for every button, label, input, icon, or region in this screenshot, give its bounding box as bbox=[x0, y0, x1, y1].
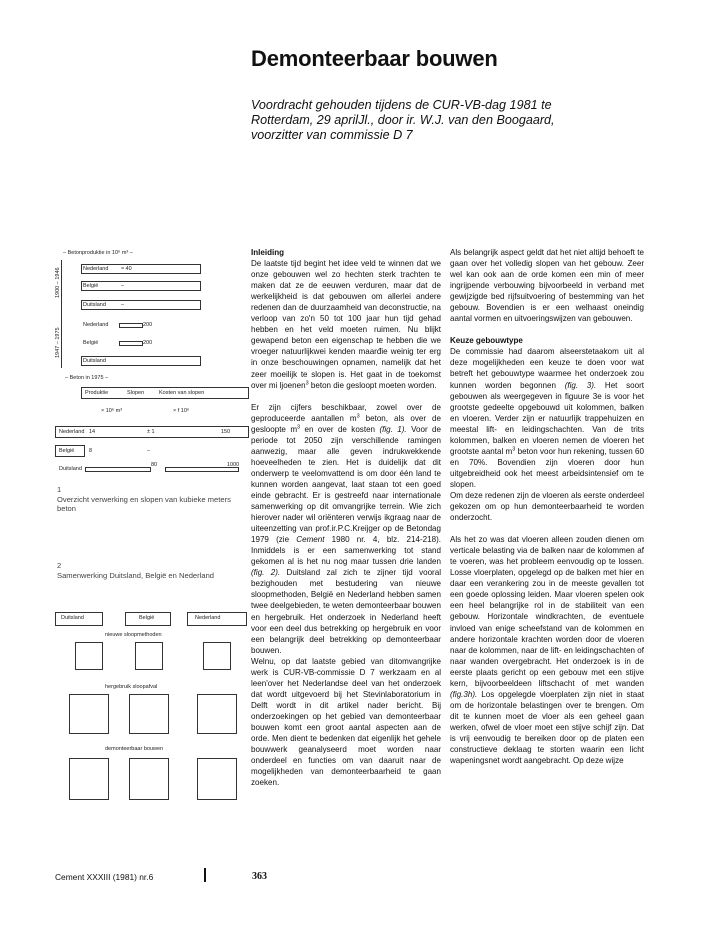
figure-ref: (fig. 2). bbox=[251, 568, 281, 578]
fig1-row-box bbox=[81, 300, 201, 310]
article-subtitle: Voordracht gehouden tijdens de CUR-VB-dag 1981 te Rotterdam, 29 aprilJl., door ir. W.J. van den Boogaard, voorzitter van commissie D 7 bbox=[251, 98, 555, 142]
fig1-country: Duitsland bbox=[59, 466, 82, 472]
text: Het soort gebouwen als weergegeven in figuure 3e is voor het grootste gedeelte opgebouwd uit kolommen, balken en vloeren. Verder zijn er natuurlijk trappehuizen en meestal lift- en leidingschachten. Van de trits kolommen, balken en vloeren nemen de vloeren het grootste aantal m bbox=[450, 380, 644, 456]
fig1-row-value: – bbox=[121, 283, 125, 289]
fig1-row-country: België bbox=[83, 340, 99, 346]
paragraph bbox=[251, 402, 441, 656]
fig2-label: demonteerbaar bouwen bbox=[105, 746, 164, 752]
paragraph: Welnu, op dat laatste gebied van ditomvangrijke werk is CUR-VB-commissie D 7 werkzaam en al leen'over het Nederlandse deel van het onderzoek dat wordt uitgevoerd bij het Stevinlaboratorium in Delft wordt in dit artikel nader bericht. Bij onderzoekingen op het gebied van demonteerbaar bouwen komt een groot aantal aspecten aan de orde. Men dient te bedenken dat eigenlijk het gehele bouwwerk geanalyseerd moet worden naar onderdeel en functies om van daaruit naar de mogelijkheden van demonteerbaarheid te gaan zoeken. bbox=[251, 656, 441, 788]
figure-ref: (fig. 3). bbox=[564, 380, 597, 390]
fig1-row-box bbox=[55, 445, 85, 457]
fig1-row-country: Nederland bbox=[83, 266, 109, 272]
fig2-diagram bbox=[69, 694, 109, 734]
page-number: 363 bbox=[252, 871, 267, 882]
fig1-row-value: – bbox=[121, 302, 125, 308]
fig2-caption: Samenwerking Duitsland, België en Nederland bbox=[57, 571, 215, 580]
fig2-diagram bbox=[135, 642, 163, 670]
text: Duitsland zal zich te zijner tijd vooral bezighouden met bestudering van nieuwe sloopmethoden, België en Nederland hebben samen twee deelgebieden, te weten demonteerbaar bouwen en hergebruik. Het onderzoek in Nederland heeft voor een deel dus betrekking op hergebruik en voor een belangrijk deel betrekking op demonteerbaar bouwen. bbox=[251, 568, 441, 655]
fig1-produktie: 14 bbox=[89, 429, 96, 435]
fig1-axis bbox=[61, 260, 62, 368]
fig1-produktie: 8 bbox=[89, 448, 93, 454]
fig2-number: 2 bbox=[57, 561, 62, 570]
text: Als het zo was dat vloeren alleen zouden dienen om verticale belasting via de balken naar de kolommen af te voeren, was het probleem eenvoudig op te lossen. Losse vloerplaten, opgelegd op de balken met hier en daar een verankering zou in de meeste gevallen tot een goede oplossing leiden. Maar vloeren spelen ook een heel belangrijke rol in de stabiliteit van een gebouw. Horizontale windkrachten, de eventuele invloed van enige scheefstand van de kolommen en andere horizontale krachten worden door de vloeren naar de kolommen, naar de lift- en leidingschachten of naar wanden overgebracht. Het onderzoek is in de eerste plaats gericht op een gebouw met een stijve kern, bijvoorbeeldeen liftschacht of met wanden bbox=[450, 535, 644, 688]
text: beton voor hun rekening, tussen 60 en 70%. Bovendien zijn vloeren door hun uitgebreidheid ook het meest arbeidsintensief om te slopen. bbox=[450, 446, 644, 489]
footer-divider bbox=[204, 868, 206, 882]
fig2-diagram bbox=[129, 694, 169, 734]
fig1-col-header: Produktie bbox=[85, 390, 109, 396]
figure-ref: (fig.3h). bbox=[450, 689, 478, 699]
fig1-row-country: Nederland bbox=[83, 322, 109, 328]
fig1-number: 1 bbox=[57, 485, 62, 494]
fig1-bar bbox=[85, 467, 151, 472]
fig1-country: Nederland bbox=[59, 429, 85, 435]
fig1-kosten: 150 bbox=[221, 429, 231, 435]
fig2-diagram bbox=[129, 758, 169, 800]
text: Los opgelegde vloerplaten zijn niet in staat om de horizontale belastingen over te brengen. Om dit te kunnen moet de vloer als een geheel gaan werken, ofwel de vloer moet een stijve schijf zijn. Dat is vrij eenvoudig te bereiken door op de platen een constructieve deklaag te storten waarin een licht wapeningsnet wordt aangebracht. Op deze wijze bbox=[450, 689, 644, 766]
text: en over de kosten bbox=[300, 424, 380, 434]
section-heading: Inleiding bbox=[251, 248, 285, 257]
text-column-a bbox=[251, 247, 441, 788]
section-heading: Keuze gebouwtype bbox=[450, 336, 523, 346]
fig1-header: – Betonproduktie in 10⁶ m³ – bbox=[63, 250, 133, 256]
fig2-diagram bbox=[197, 694, 237, 734]
fig1-row-box bbox=[81, 281, 201, 291]
fig1-row-box bbox=[55, 426, 249, 438]
text: De commissie had daarom alseerstetaakom uit al deze mogelijkheden een keuze te doen voor wat betreft het gebouwtype waarmee het onderzoek zou kunnen worden begonnen bbox=[450, 347, 644, 390]
article-title: Demonteerbaar bouwen bbox=[251, 46, 498, 71]
fig1-row-country: Duitsland bbox=[83, 302, 106, 308]
text: Voor de periode tot 2050 zijn verschillende ramingen aanwezig, maar alle geven indrukwekkende hoeveelheden te zien. Het is duidelijk dat dit onderwerp te veelomvattend is om door één land te kunnen worden aangevat, laat staan tot een goed einde gebracht. Er is gestreefd naar internationale samenwerking op dit omvangrijke terrein. Wie zich hierover nader wil oriënteren verwijs ikgraag naar de uiteenzetting van prof.ir.P.C.Kreijger op de Betondag 1979 (zie bbox=[251, 424, 442, 545]
fig1-row-country: België bbox=[83, 283, 99, 289]
superscript: 3 bbox=[305, 379, 309, 386]
fig1-unit: × 10⁶ m³ bbox=[101, 408, 123, 414]
fig2-diagram bbox=[75, 642, 103, 670]
fig1-produktie: 80 bbox=[151, 462, 158, 468]
text: 1980 nr. 4, blz. 214-218). Inmiddels is er een samenwerking tot stand gekomen al is het nu nog maar tussen drie landen bbox=[251, 535, 441, 567]
fig1-period2: 1947 – 1975 bbox=[55, 327, 61, 358]
fig2-label: nieuwe sloopmethoden bbox=[105, 632, 162, 638]
fig1-country: België bbox=[59, 448, 75, 454]
fig2-label: hergebruik sloopafval bbox=[105, 684, 158, 690]
fig2-country: Nederland bbox=[195, 615, 221, 621]
fig1-col-header-box bbox=[81, 387, 249, 399]
fig1-row-value: 200 bbox=[143, 322, 153, 328]
fig1-col-header: Slopen bbox=[127, 390, 145, 396]
fig1-slopen-header: – Beton in 1975 – bbox=[65, 375, 109, 381]
journal-footer: Cement XXXIII (1981) nr.6 bbox=[55, 872, 154, 882]
paragraph: Om deze redenen zijn de vloeren als eerste onderdeel gekozen om op hun demonteerbaarheid te worden onderzocht. bbox=[450, 490, 644, 523]
fig1-slopen: ± 1 bbox=[147, 429, 155, 435]
fig1-row-box bbox=[81, 264, 201, 274]
fig2-country: België bbox=[139, 615, 155, 621]
superscript: 3 bbox=[356, 412, 360, 419]
fig1-unit: × f 10⁶ bbox=[173, 408, 190, 414]
fig1-kosten: 1000 bbox=[227, 462, 240, 468]
paragraph bbox=[450, 534, 644, 766]
text: beton, als over de gesloopte m bbox=[251, 413, 441, 434]
paragraph bbox=[450, 346, 644, 490]
fig1-row-value: 200 bbox=[143, 340, 153, 346]
fig2-diagram bbox=[203, 642, 231, 670]
figure-ref: (fig. 1). bbox=[379, 424, 407, 434]
fig1-bar bbox=[119, 323, 143, 328]
superscript: 3 bbox=[512, 446, 516, 453]
fig1-bar bbox=[119, 341, 143, 346]
fig2-diagram bbox=[197, 758, 237, 800]
fig2-diagram bbox=[69, 758, 109, 800]
fig1-row-country: Duitsland bbox=[83, 358, 106, 364]
fig1-row-value: ≈ 40 bbox=[121, 266, 132, 272]
text: beton die gesloopt moeten worden. bbox=[308, 380, 437, 390]
paragraph: Als belangrijk aspect geldt dat het niet altijd behoeft te gaan over het volledig slopen van het gebouw. Zeer wel kan ook aan de orde komen een min of meer ingrijpende verbouwing bijvoorbeeld in verband met gewijzigde bed rijfsuitvoering of bestemming van het gebouw. Bovendien is er een welhaast oneindig aantal vormen en uitvoeringswijzen van gebouwen. bbox=[450, 248, 644, 324]
superscript: 3 bbox=[297, 424, 301, 431]
text-column-b bbox=[450, 247, 644, 766]
fig1-col-header: Kosten van slopen bbox=[159, 390, 205, 396]
fig2-country: Duitsland bbox=[61, 615, 84, 621]
figures-column bbox=[55, 250, 248, 840]
fig1-row-box bbox=[81, 356, 201, 366]
paragraph bbox=[251, 258, 441, 391]
text: Er zijn cijfers beschikbaar, zowel over de geproduceerde aantallen m bbox=[251, 402, 441, 423]
fig1-slopen: – bbox=[147, 448, 151, 454]
text: De laatste tijd begint het idee veld te winnen dat we onze gebouwen wel zo hechten sterk trachten te maken dat ze de eeuwen verduren, maar dat de werkelijkheid is dat gebouwen om allerlei andere redenen dan de duurzaamheid van deconstructie, na verloop van zo'n 50 tot 100 jaar hun tijd gehad hebben en het veld moeten ruimen. Nu blijkt gewapend beton een eigenschap te hebben die we vroeger natuurlijkwei kenden maarđie weinig ter erg in onze beschouwingen opnamen, namelijk dat het zeer moeilijk te slopen is. Het gaat in de toekomst over mi ljoenen bbox=[251, 259, 441, 390]
fig1-caption: Overzicht verwerking en slopen van kubieke meters beton bbox=[57, 495, 231, 513]
fig1-period1: 1900 – 1946 bbox=[55, 267, 61, 298]
journal-ref: Cement bbox=[296, 535, 325, 545]
